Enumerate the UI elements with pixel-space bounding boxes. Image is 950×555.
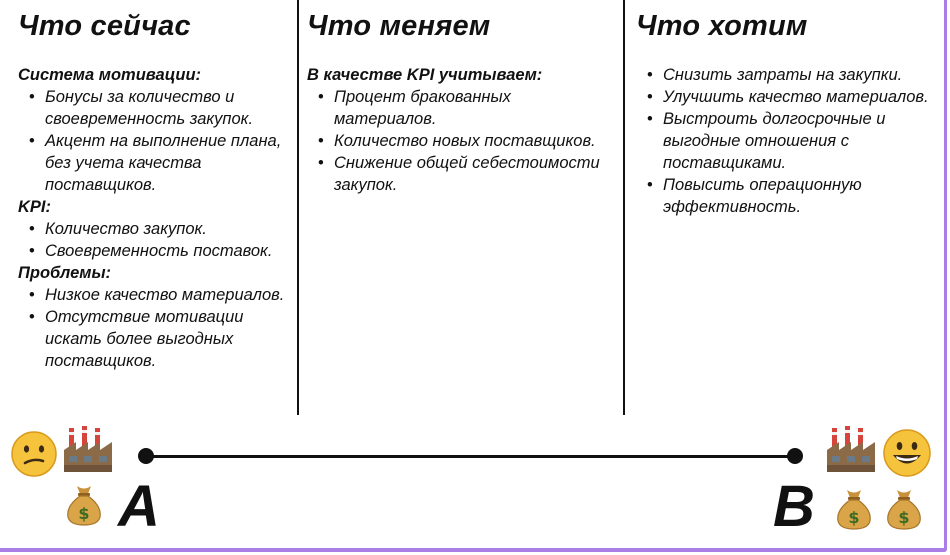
column-title: Что сейчас [18,10,191,42]
list-item: • Процент бракованных материалов. [307,86,607,130]
svg-text:$: $ [78,504,90,523]
list-item: • Низкое качество материалов. [18,284,290,306]
section-kpi [18,196,290,262]
factory-icon [825,424,877,474]
bullet-list [18,218,290,262]
bullet-list [18,86,290,196]
column-changes [307,0,607,196]
list-item: • Выстроить долгосрочные и выгодные отношения с поставщиками. [636,108,936,174]
list-item: • Отсутствие мотивации искать более выгодных поставщиков. [18,306,290,372]
list-item: • Снижение общей себестоимости закупок. [307,152,607,196]
list-item: • Количество новых поставщиков. [307,130,607,152]
smiling-face-icon [882,428,932,478]
column-divider [297,0,299,415]
section-heading: KPI: [18,198,51,216]
list-item: • Снизить затраты на закупки. [636,64,936,86]
list-item: • Бонусы за количество и своевременность закупок. [18,86,290,130]
section-motivation [18,64,290,196]
section-heading: В качестве KPI учитываем: [307,66,543,84]
factory-icon [62,424,114,474]
column-title: Что хотим [636,10,808,42]
section-heading: Система мотивации: [18,66,202,84]
column-title: Что меняем [307,10,491,42]
start-point-label: A [118,474,160,539]
section-new-kpi [307,64,607,196]
journey-line [146,455,796,458]
money-bag-icon [833,486,875,530]
list-item: • Своевременность поставок. [18,240,290,262]
svg-text:$: $ [848,508,860,527]
end-point-dot [787,448,803,464]
list-item: • Повысить операционную эффективность. [636,174,936,218]
start-point-dot [138,448,154,464]
column-divider [623,0,625,415]
confused-face-icon [10,430,58,478]
money-bag-icon [883,486,925,530]
bullet-list [307,86,607,196]
list-item: • Количество закупок. [18,218,290,240]
section-heading: Проблемы: [18,264,112,282]
column-goals [636,0,936,218]
money-bag-icon [63,482,105,526]
section-problems [18,262,290,372]
bullet-list [636,64,936,218]
column-current [18,0,290,372]
list-item: • Акцент на выполнение плана, без учета качества поставщиков. [18,130,290,196]
list-item: • Улучшить качество материалов. [636,86,936,108]
section-goals [636,64,936,218]
svg-text:$: $ [898,508,910,527]
end-point-label: B [773,474,815,539]
bullet-list [18,284,290,372]
